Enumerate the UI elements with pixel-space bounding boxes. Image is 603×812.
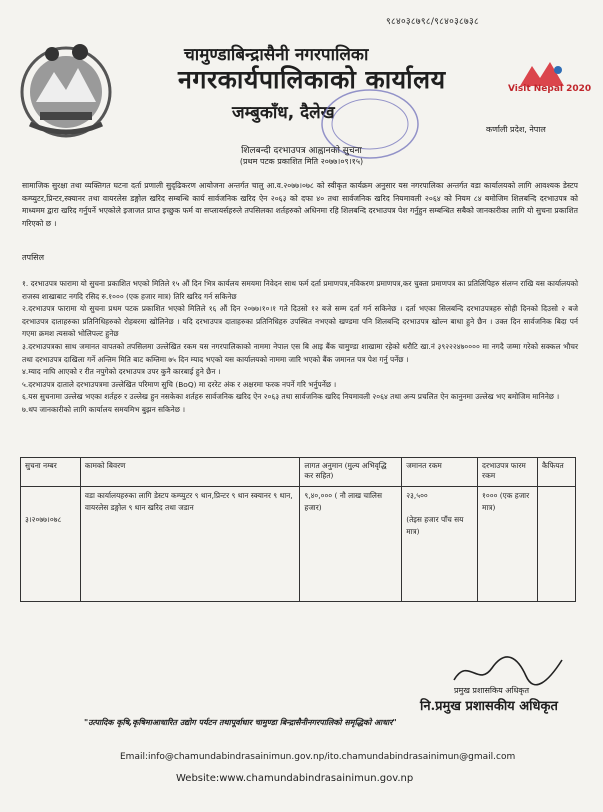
- notice-title: शिलबन्दी दरभाउपत्र आह्वानको सुचना: [241, 146, 362, 156]
- tapashil-label: तपसिल: [22, 253, 45, 262]
- visit-nepal-text: Visit Nepal 2020: [508, 84, 592, 94]
- signatory-stamp: नि.प्रमुख प्रशासकीय अधिकृत: [420, 699, 558, 714]
- col-header: कैफियत: [537, 458, 575, 487]
- col-header: लागत अनुमान (मुल्य अभिवृद्धि कर सहित): [300, 458, 402, 487]
- cell-form-fee: १००० (एक हजार मात्र): [478, 487, 538, 602]
- cell-remarks: [537, 487, 575, 602]
- notice-subtitle: (प्रथम पटक प्रकाशित मिति २०७७।०९।१५): [239, 157, 364, 166]
- province-label: कर्णाली प्रदेश, नेपाल: [486, 125, 546, 134]
- conditions-list: [22, 278, 578, 417]
- table-header-row: [21, 458, 576, 487]
- col-header: कामको बिवरण: [80, 458, 300, 487]
- municipality-name: चामुण्डाबिन्द्रासैनी नगरपालिका: [184, 45, 369, 65]
- condition-item: ५.दरभाउपत्र दाताले दरभाउपत्रमा उल्लेखित परिमाण सुचि (BoQ) मा दररेट अंक र अक्षरमा फरक नपर्ने गरि भर्नुपर्नेछ ।: [22, 379, 337, 389]
- condition-item: ७.थप जानकारीको लागि कार्यालय समयमिभ बुझन सकिनेछ ।: [22, 404, 186, 414]
- condition-item: ४.म्याद नाघि आएको र रीत नपुगेको दरभाउपत्र उपर कुनै कारबाई हुने छैन ।: [22, 367, 221, 377]
- cell-estimate: ९,४०,००० ( नौ लाख चालिस हजार): [300, 487, 402, 602]
- cell-notice-no: [21, 487, 81, 602]
- condition-item: ३.दरभाउपत्रका साथ जमानत वापतको तपसिलमा उल्लेखित रकम यस नगरपालिकाको नाममा नेपाल एस बि आइ बैंक चामुण्डा शाखामा रहेको धरौटि खा.नं ३९२२२४७०००० मा नगदै जम्मा गरेको सक्कल भौचर तथा दरभाउपत्र दाखिला गर्ने अन्तिम मिति बाट कम्तिमा ७५ दिन म्याद भएको यस कार्यालयको नाममा जारि भएको बैंक जमानत पत्र पेश गर्नु पर्नेछ ।: [22, 341, 578, 364]
- office-name: नगरकार्यपालिकाको कार्यालय: [178, 65, 446, 94]
- footer-website: Website:www.chamundabindrasainimun.gov.np: [176, 773, 414, 784]
- visit-nepal-logo-icon: [506, 56, 576, 106]
- cell-security: [402, 487, 478, 602]
- cell-description: वडा कार्यालयहरुका लागि डेस्टप कम्प्युटर ९ थान,प्रिन्टर ९ थान स्क्यानर ९ थान, वायरलेस डङ्गोल ९ थान खरिद तथा जडान: [80, 487, 300, 602]
- col-header: सुचना नम्बर: [21, 458, 81, 487]
- file-number: ९८४०३८७९८/९८४०३८७३८: [386, 17, 479, 27]
- nepal-emblem-icon: [10, 32, 122, 144]
- footer-email: Email:info@chamundabindrasainimun.gov.np/ito.chamundabindrasainimun@gmail.com: [120, 752, 516, 762]
- security-amount-words: (तेइस हजार पाँच सय मात्र): [406, 515, 464, 536]
- col-header: दरभाउपत्र फारम रकम: [478, 458, 538, 487]
- table-row: [21, 487, 576, 602]
- footer-motto: "उत्पादिक कृषि,कृषिमाआधारित उद्योग पर्यटन तथापूर्वाधार चामुण्डा बिन्द्रासैनीनगरपालिको समृद्धिको आधार": [84, 718, 397, 727]
- col-header: जमानत रकम: [402, 458, 478, 487]
- condition-item: २.दरभाउपत्र फारामा यो सुचना प्रथम पटक प्रकाशित भएको मितिले १६ औं दिन २०७७।१०।१ गते दिउसो १२ बजे सम्म दर्ता गर्न सकिनेछ । दर्ता भएका सिलबन्दि दरभाउपत्रहरु सोही दिनको दिउसो २ बजे दरभाउपत्र दाताहरुका प्रतिनिधिहरुको रोहबरमा खोलिनेछ । यदि दरभाउपत्र दाताहरुका प्रतिनिधिहरु उपस्थित नभएको खण्डमा पनि शिलबन्दि दरभाउपत्र खोल्न बाधा हुने छैन । उक्त दिन सार्वजनिक बिदा पर्न गएमा क्रमश त्यसको भोलिपल्ट हुनेछ: [22, 304, 578, 339]
- intro-paragraph: सामाजिक सुरक्षा तथा व्यक्तिगत घटना दर्ता प्रणाली सुदृढिकरण आयोजना अन्तर्गत चालु आ.व.२०७७।०७८ को स्वीकृत कार्यक्रम अनुसार यस नगरपालिका अन्तर्गत वडा कार्यालयको लागि आवश्यक डेस्टप कम्प्युटर,प्रिन्टर,स्क्यानर तथा वायरलेस डङ्गोल खरिद सम्बन्धि कार्य सार्वजनिक खरिद ऐन २०६३ को दफा ४० तथा सार्वजनिक खरिद नियमावली २०६४ को नियम ८४ बमोजिम शिलबन्दि दरभाउपत्र को माध्यमम द्वारा खरिद गर्नुपर्ने भएकोले इजाजत प्राप्त इच्छुक फर्म वा सप्लायर्सहरुले तपसिलका शर्तहरुको अधिनमा रहि शिलबन्दि दरभाउपत्र पेश गर्नुहुन सम्बन्धित सबैको जानकारीका लागि यो सुचना प्रकाशित गरिएको छ ।: [22, 181, 578, 228]
- signatory-title: प्रमुख प्रशासकिय अधिकृत: [454, 686, 530, 695]
- condition-item: १. दरभाउपत्र फारामा यो सुचना प्रकाशित भएको मितिले १५ औं दिन भित्र कार्यलय समयमा निवेदन साथ फर्म दर्ता प्रमाणपत्र,नविकरण प्रमाणपत्र,कर चुक्ता प्रमाणपत्र का प्रतिलिपिहरु संलग्न राखि यस कार्यालयको राजस्व शाखाबाट नगदि रसिद रु.१००० (एक हजार मात्र) तिरि खरिद गर्न सकिनेछ: [22, 279, 578, 301]
- condition-item: ६.यस सुचनामा उल्लेख भएका शर्तहरु र उल्लेख हुन नसकेका शर्तहरु सार्वजनिक खरिद ऐन २०६३ तथा सार्वजनिक खरिद नियमावली २०६४ तथा अन्य प्रचलित ऐन कानुनमा उल्लेख भए बमोजिम मानिनेछ ।: [22, 392, 560, 402]
- office-location: जम्बुकाँध, दैलेख: [232, 103, 335, 123]
- security-amount: २३,५००: [406, 491, 428, 500]
- notice-no-value: ३।२०७७।०७८: [25, 515, 62, 524]
- tender-table: [20, 457, 576, 602]
